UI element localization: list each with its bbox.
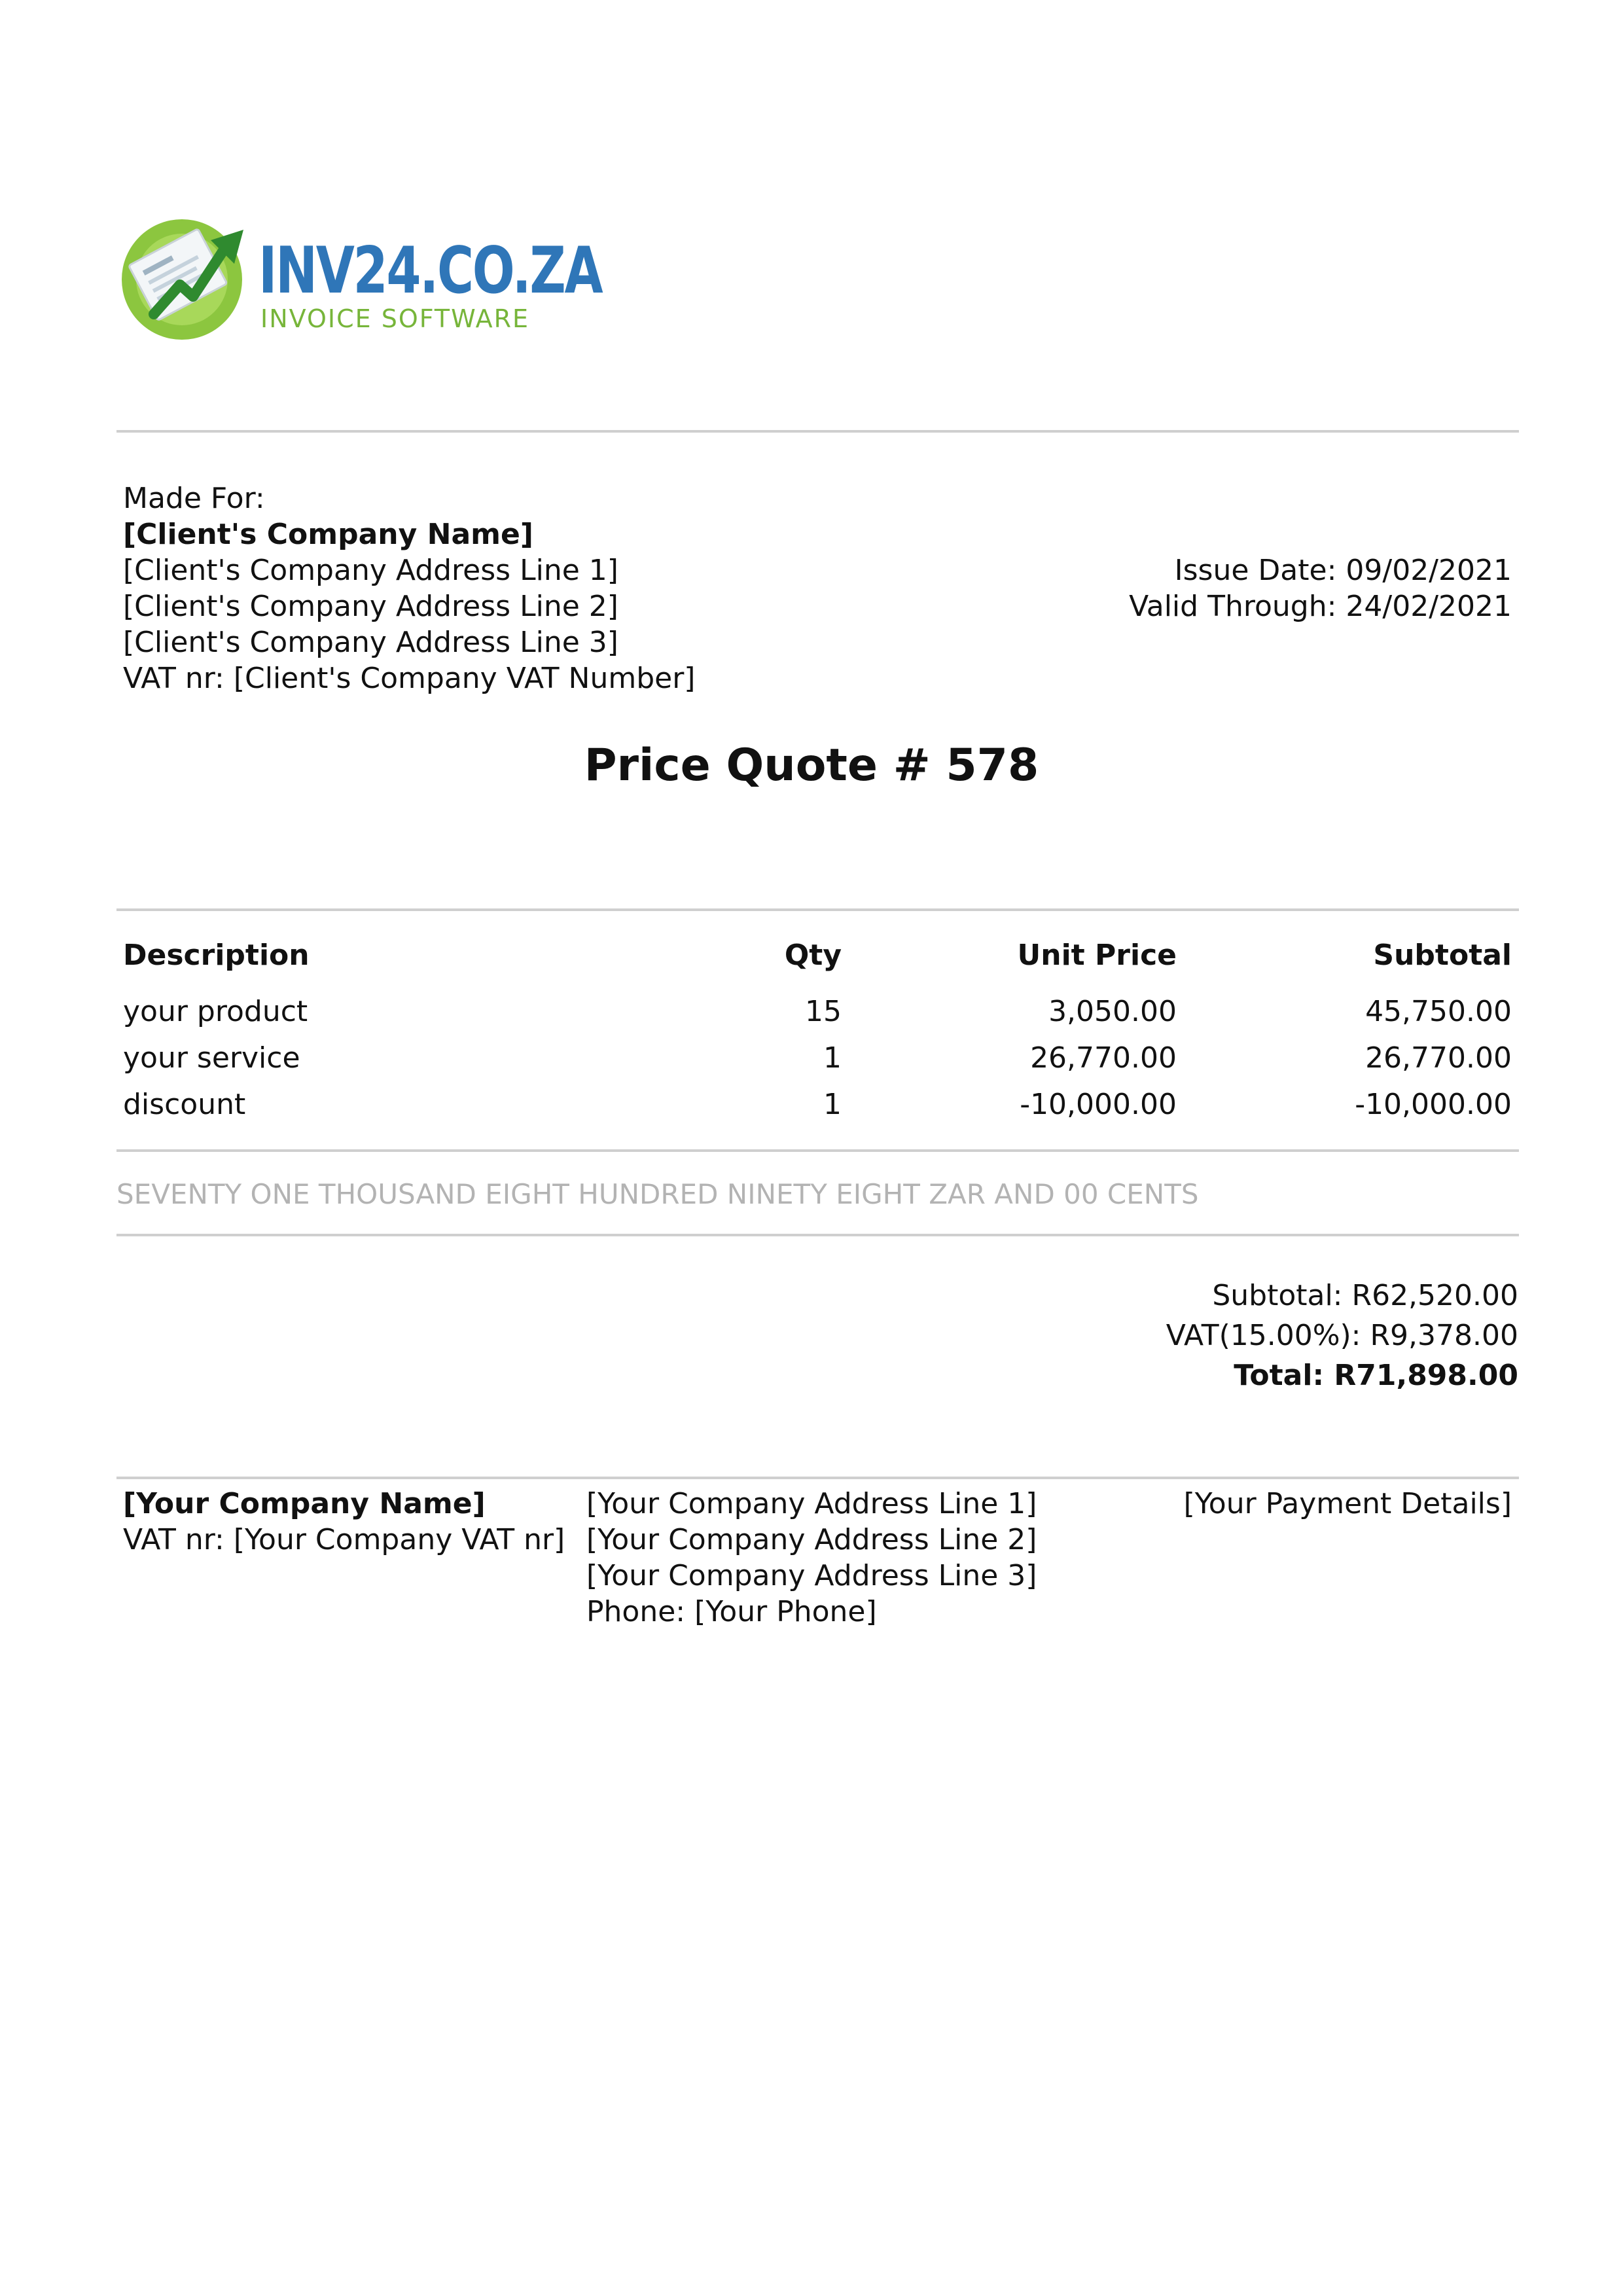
table-top-divider bbox=[116, 908, 1519, 911]
row-description: your product bbox=[123, 995, 308, 1028]
totals-subtotal: Subtotal: R62,520.00 bbox=[1212, 1279, 1518, 1312]
row-subtotal: 45,750.00 bbox=[1365, 995, 1512, 1028]
row-qty: 15 bbox=[805, 995, 842, 1028]
row-unit-price: 3,050.00 bbox=[1048, 995, 1177, 1028]
valid-through-date: Valid Through: 24/02/2021 bbox=[1129, 590, 1512, 623]
table-bottom-divider bbox=[116, 1149, 1519, 1152]
client-address-line: [Client's Company Address Line 2] bbox=[123, 590, 618, 623]
header-divider bbox=[116, 430, 1519, 433]
words-divider bbox=[116, 1234, 1519, 1236]
column-header-qty: Qty bbox=[784, 939, 842, 972]
client-address-line: [Client's Company Address Line 1] bbox=[123, 554, 618, 587]
client-vat: VAT nr: [Client's Company VAT Number] bbox=[123, 662, 696, 695]
footer-payment-details: [Your Payment Details] bbox=[1183, 1487, 1512, 1520]
row-unit-price: 26,770.00 bbox=[1030, 1041, 1177, 1075]
column-header-subtotal: Subtotal bbox=[1373, 939, 1512, 972]
footer-divider bbox=[116, 1477, 1519, 1479]
row-subtotal: -10,000.00 bbox=[1355, 1088, 1512, 1121]
made-for-label: Made For: bbox=[123, 482, 265, 515]
amount-in-words: SEVENTY ONE THOUSAND EIGHT HUNDRED NINETY EIGHT ZAR AND 00 CENTS bbox=[116, 1178, 1199, 1210]
client-name: [Client's Company Name] bbox=[123, 518, 533, 551]
company-logo bbox=[118, 206, 602, 350]
client-address-line: [Client's Company Address Line 3] bbox=[123, 626, 618, 659]
row-description: discount bbox=[123, 1088, 246, 1121]
totals-vat: VAT(15.00%): R9,378.00 bbox=[1166, 1319, 1518, 1352]
totals-total: Total: R71,898.00 bbox=[1234, 1359, 1518, 1392]
footer-company-vat: VAT nr: [Your Company VAT nr] bbox=[123, 1523, 565, 1556]
logo-tagline: INVOICE SOFTWARE bbox=[260, 304, 530, 333]
invoice-chart-icon bbox=[118, 206, 255, 344]
footer-company-name: [Your Company Name] bbox=[123, 1487, 486, 1520]
footer-phone: Phone: [Your Phone] bbox=[586, 1595, 877, 1628]
row-unit-price: -10,000.00 bbox=[1020, 1088, 1177, 1121]
column-header-description: Description bbox=[123, 939, 310, 972]
row-subtotal: 26,770.00 bbox=[1365, 1041, 1512, 1075]
row-qty: 1 bbox=[823, 1088, 842, 1121]
footer-address-line: [Your Company Address Line 3] bbox=[586, 1559, 1037, 1592]
footer-address-line: [Your Company Address Line 1] bbox=[586, 1487, 1037, 1520]
logo-wordmark: INV24.CO.ZA bbox=[259, 234, 602, 308]
quote-title: Price Quote # 578 bbox=[584, 740, 1039, 791]
row-qty: 1 bbox=[823, 1041, 842, 1075]
issue-date: Issue Date: 09/02/2021 bbox=[1174, 554, 1512, 587]
column-header-unit-price: Unit Price bbox=[1017, 939, 1177, 972]
row-description: your service bbox=[123, 1041, 300, 1075]
footer-address-line: [Your Company Address Line 2] bbox=[586, 1523, 1037, 1556]
